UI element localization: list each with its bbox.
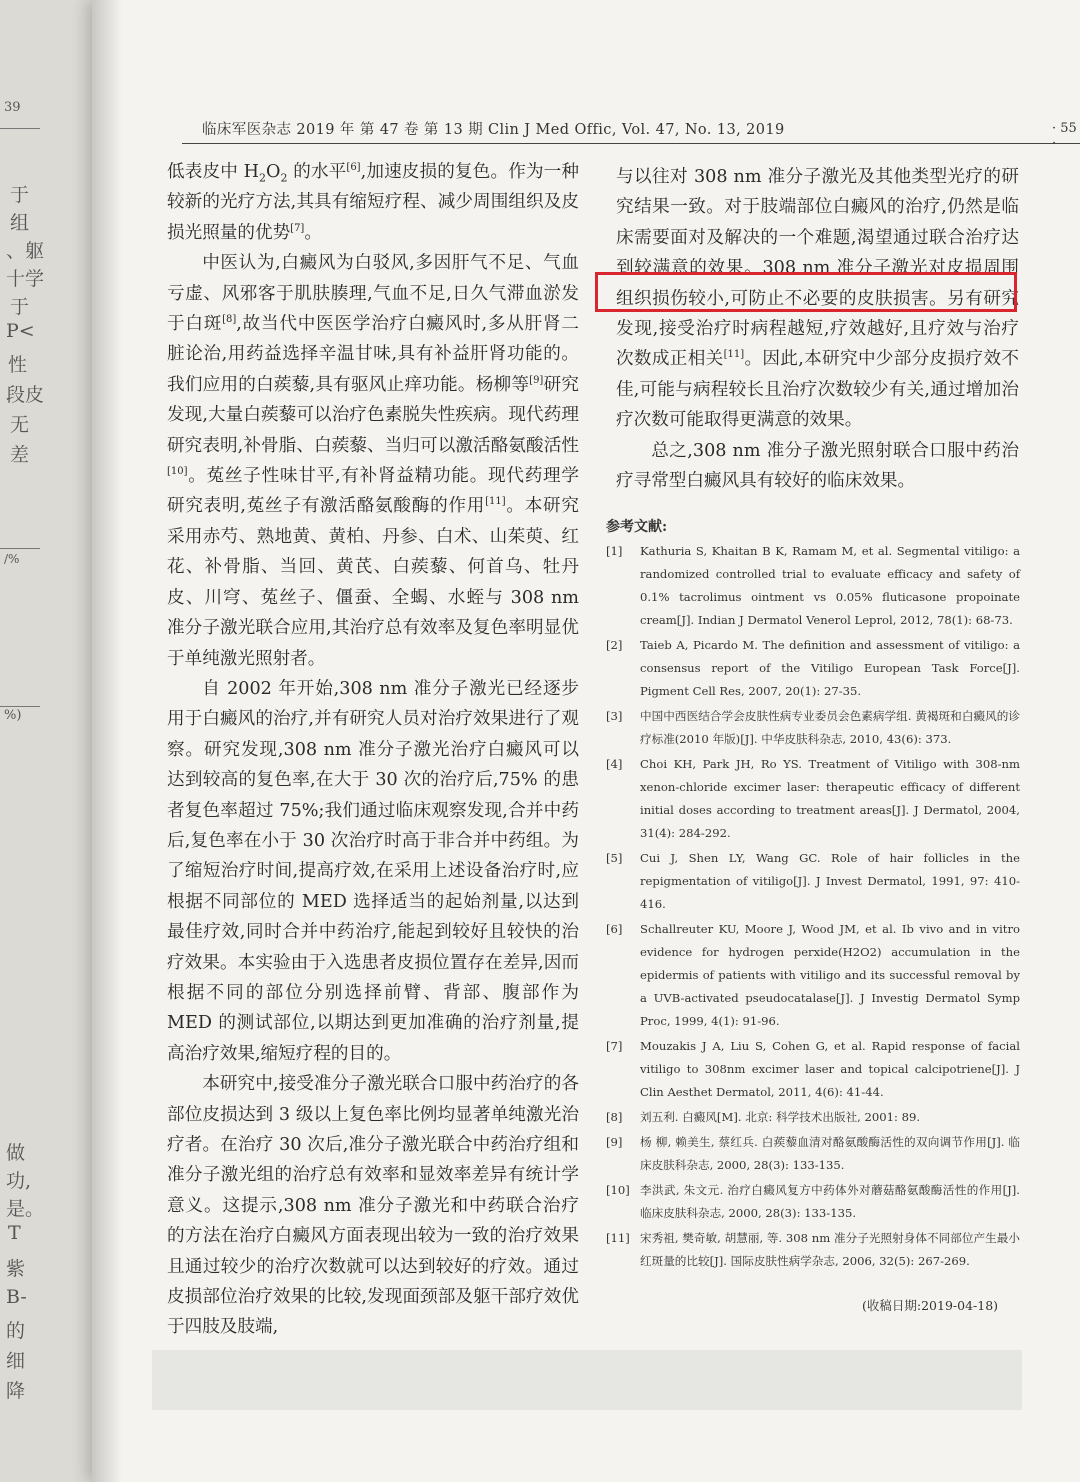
reference-item: [3] 中国中西医结合学会皮肤性病专业委员会色素病学组. 黄褐斑和白癜风的诊疗标准(2010 年版)[J]. 中华皮肤科杂志, 2010, 43(6): 373.	[606, 709, 1020, 746]
prev-fragment: 做	[6, 1142, 26, 1164]
prev-fragment: P<	[6, 320, 35, 342]
prev-fragment: 无	[10, 414, 30, 436]
header-rule	[182, 143, 1080, 144]
citation: [9]	[529, 374, 544, 386]
previous-page-edge	[0, 0, 92, 1482]
paragraph: 自 2002 年开始,308 nm 准分子激光已经逐步用于白癜风的治疗,并有研究人员对治疗效果进行了观察。研究发现,308 nm 准分子激光治疗白癜风可以达到较高的复色率,在大于 30 次的治疗后,75% 的患者复色率超过 75%;我们通过临床观察发现,合并中药后,复色率在小于 30 次治疗时高于非合并中药组。为了缩短治疗时间,提高疗效,在采用上述设备治疗时,应根据不同部位的 MED 选择适当的起始剂量,以达到最佳疗效,同时合并中药治疗,能起到较好且较快的治疗效果。本实验由于入选患者皮损位置存在差异,因而根据不同的部位分别选择前臂、背部、腹部作为 MED 的测试部位,以期达到更加准确的治疗剂量,提高治疗效果,缩短疗程的目的。	[167, 678, 579, 1064]
gutter-shadow	[92, 0, 122, 1482]
prev-page-rule	[0, 706, 40, 707]
reference-item: [4] Choi KH, Park JH, Ro YS. Treatment of Vitiligo with 308-nm xenon-chloride excimer laser: therapeutic efficacy of different initial doses according to treatment areas[J]. J Dermatol, 2004, 31(4): 284-292.	[606, 757, 1020, 840]
references-heading: 参考文献:	[606, 519, 668, 535]
prev-fragment: /%	[4, 552, 20, 566]
prev-fragment: 是。	[6, 1198, 45, 1220]
prev-fragment: T	[8, 1222, 21, 1244]
citation: [8]	[222, 314, 237, 326]
received-date: (收稿日期:2019-04-18)	[862, 1298, 999, 1313]
reference-item: [1] Kathuria S, Khaitan B K, Ramam M, et al. Segmental vitiligo: a randomized controlled trial to evaluate efficacy and safety of 0.1% tacrolimus ointment vs 0.05% fluticasone propoinate cream[J]. Indian J Dermatol Venerol Leprol, 2012, 78(1): 68-73.	[606, 544, 1020, 627]
reference-item: [6] Schallreuter KU, Moore J, Wood JM, et al. Ib vivo and in vitro evidence for hydrogen perxide(H2O2) accumulation in the epidermis of patients with vitiligo and its successful removal by a UVB-activated pseudocatalase[J]. J Investig Dermatol Symp Proc, 1999, 4(1): 91-96.	[606, 922, 1020, 1028]
citation: [10]	[167, 466, 188, 478]
prev-fragment: 细	[6, 1350, 26, 1372]
print-bleedthrough	[152, 1350, 1022, 1410]
paragraph: 低表皮中 $H_2O_2$ 的水平[6],加速皮损的复色。作为一种较新的光疗方法,其具有缩短疗程、减少周围组织及皮损光照量的优势[7]。	[167, 162, 580, 243]
right-column	[616, 162, 1019, 496]
prev-fragment: 差	[10, 444, 30, 466]
prev-fragment: %)	[4, 708, 22, 723]
citation: [7]	[290, 222, 305, 234]
reference-item: [8] 刘五利. 白癜风[M]. 北京: 科学技术出版社, 2001: 89.	[606, 1110, 921, 1124]
prev-fragment: 的	[6, 1320, 26, 1342]
left-column	[167, 157, 579, 1343]
paragraph: 与以往对 308 nm 准分子激光及其他类型光疗的研究结果一致。对于肢端部位白癜风的治疗,仍然是临床需要面对及解决的一个难题,渴望通过联合治疗达到较满意的效果。308 nm 准分子激光对皮损周围组织损伤较小,可防止不必要的皮肤损害。另有研究发现,接受治疗时病程越短,疗效越好,且疗效与治疗次数成正相关[11]。因此,本研究中少部分皮损疗效不佳,可能与病程较长且治疗次数较少有关,通过增加治疗次数可能取得更满意的效果。	[616, 167, 1019, 431]
prev-page-rule	[0, 128, 40, 129]
prev-fragment: 段皮	[6, 384, 45, 406]
reference-list	[606, 540, 1020, 1275]
running-head: 临床军医杂志 2019 年 第 47 卷 第 13 期 Clin J Med Offic, Vol. 47, No. 13, 2019	[202, 122, 785, 138]
prev-fragment: 、躯	[6, 240, 45, 262]
prev-fragment: 于	[10, 296, 30, 318]
prev-fragment: 功,	[6, 1170, 32, 1192]
prev-fragment: 降	[6, 1380, 26, 1402]
page-number: · 55 ·	[1052, 121, 1077, 151]
journal-page	[92, 0, 1080, 1482]
citation: [11]	[723, 349, 745, 361]
prev-fragment: B-	[6, 1286, 27, 1308]
prev-fragment: 组	[10, 212, 30, 234]
prev-page-number: 39	[4, 100, 21, 115]
prev-page-rule	[0, 548, 40, 549]
citation: [11]	[485, 496, 506, 508]
reference-item: [5] Cui J, Shen LY, Wang GC. Role of hair follicles in the repigmentation of vitiligo[J]. J Invest Dermatol, 1991, 97: 410-416.	[606, 851, 1020, 911]
paragraph: 中医认为,白癜风为白驳风,多因肝气不足、气血亏虚、风邪客于肌肤腠理,气血不足,日久气滞血淤发于白斑[8],故当代中医医学治疗白癜风时,多从肝肾二脏论治,用药益选择辛温甘味,具有补益肝肾功能的。我们应用的白蒺藜,具有驱风止痒功能。杨柳等[9]研究发现,大量白蒺藜可以治疗色素脱失性疾病。现代药理研究表明,补骨脂、白蒺藜、当归可以激活酪氨酸活性[10]。菟丝子性味甘平,有补肾益精功能。现代药理学研究表明,菟丝子有激活酪氨酸酶的作用[11]。本研究采用赤芍、熟地黄、黄柏、丹参、白术、山茱萸、红花、补骨脂、当回、黄芪、白蒺藜、何首乌、牡丹皮、川穹、菟丝子、僵蚕、全蝎、水蛭与 308 nm 准分子激光联合应用,其治疗总有效率及复色率明显优于单纯激光照射者。	[167, 253, 579, 669]
paragraph: 本研究中,接受准分子激光联合口服中药治疗的各部位皮损达到 3 级以上复色率比例均显著单纯激光治疗者。在治疗 30 次后,准分子激光联合中药治疗组和准分子激光组的治疗总有效率和显效率差异有统计学意义。这提示,308 nm 准分子激光和中药联合治疗的方法在治疗白癜风方面表现出较为一致的治疗效果且通过较少的治疗次数就可以达到较好的疗效。通过皮损部位治疗效果的比较,发现面颈部及躯干部疗效优于四肢及肢端,	[167, 1074, 579, 1338]
reference-item: [7] Mouzakis J A, Liu S, Cohen G, et al. Rapid response of facial vitiligo to 308nm excimer laser and topical calcipotriene[J]. J Clin Aesthet Dermatol, 2011, 4(6): 41-44.	[606, 1039, 1020, 1099]
reference-item: [2] Taieb A, Picardo M. The definition and assessment of vitiligo: a consensus report of the Vitiligo European Task Force[J]. Pigment Cell Res, 2007, 20(1): 27-35.	[606, 638, 1020, 698]
reference-item: [9] 杨 柳, 赖美生, 蔡红兵. 白蒺藜血清对酪氨酸酶活性的双向调节作用[J]. 临床皮肤科杂志, 2000, 28(3): 133-135.	[606, 1135, 1020, 1172]
prev-fragment: 于	[10, 184, 30, 206]
reference-item: [10] 李洪武, 朱文元. 治疗白癜风复方中药体外对蘑菇酪氨酸酶活性的作用[J]. 临床皮肤科杂志, 2000, 28(3): 133-135.	[606, 1183, 1020, 1220]
prev-fragment: 十学	[6, 268, 45, 290]
reference-item: [11] 宋秀祖, 樊奇敏, 胡慧丽, 等. 308 nm 准分子光照射身体不同部位产生最小红斑量的比较[J]. 国际皮肤性病学杂志, 2006, 32(5): 267-269.	[606, 1231, 1020, 1268]
prev-fragment: 紫	[6, 1258, 26, 1280]
prev-fragment: 性	[8, 354, 28, 376]
paragraph: 总之,308 nm 准分子激光照射联合口服中药治疗寻常型白癜风具有较好的临床效果。	[616, 440, 1019, 492]
citation: [6]	[346, 162, 361, 174]
